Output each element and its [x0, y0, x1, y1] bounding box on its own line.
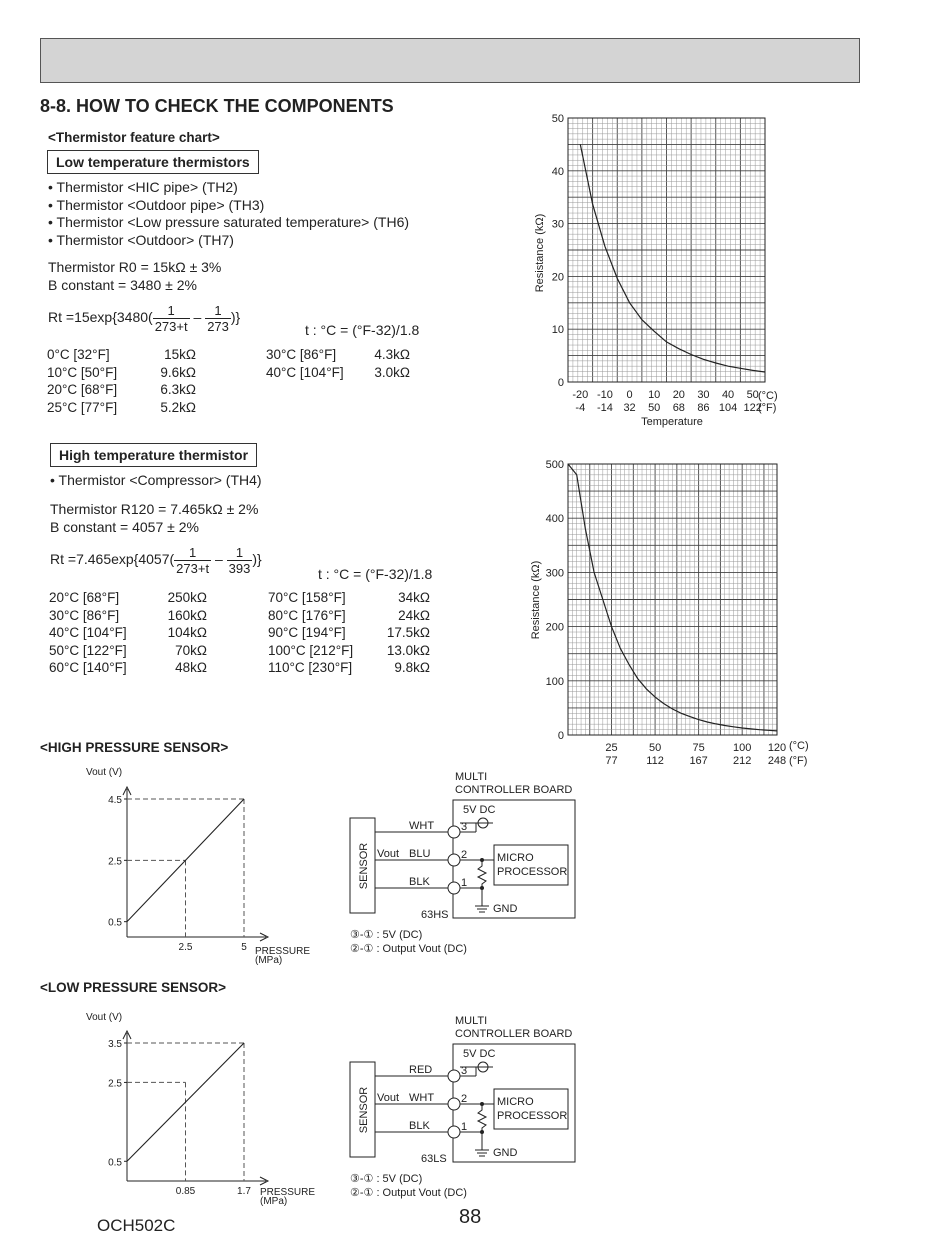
note: ③-① : 5V (DC) — [350, 929, 423, 941]
x-axis-label: PRESSURE — [255, 946, 311, 957]
high-pressure-chart — [80, 765, 330, 970]
x-tick-label: 40 — [721, 389, 735, 401]
micro-label: PROCESSOR — [497, 1110, 568, 1122]
y-tick-label: 300 — [545, 567, 564, 580]
micro-label: MICRO — [497, 1096, 534, 1108]
note: ③-① : 5V (DC) — [350, 1173, 423, 1185]
table-row: 20°C [68°F] 6.3kΩ — [47, 382, 196, 398]
pin-number: 1 — [461, 877, 468, 889]
wire-label: BLU — [409, 848, 431, 860]
pin-number: 1 — [461, 1121, 468, 1133]
board-label: CONTROLLER BOARD — [455, 784, 573, 796]
y-tick-label: 500 — [545, 459, 564, 471]
table-row: 110°C [230°F] 9.8kΩ — [268, 660, 430, 676]
x-tick-label: 68 — [672, 402, 685, 414]
wire-label: BLK — [409, 876, 430, 888]
x-tick-label: 20 — [672, 389, 685, 401]
formula-suffix: )} — [252, 551, 262, 568]
x-unit-f: (°F) — [758, 402, 777, 414]
y-tick-label: 0.5 — [108, 917, 122, 929]
table-row: 20°C [68°F] 250kΩ — [49, 590, 207, 606]
low-bullet: • Thermistor <Outdoor> (TH7) — [48, 231, 234, 248]
high-specs — [50, 501, 258, 536]
y-tick-label: 0 — [557, 377, 564, 389]
vout-label: Vout — [377, 848, 400, 860]
x-unit: (MPa) — [255, 955, 283, 966]
low-bullets — [48, 179, 409, 249]
high-t-note: t : °C = (°F-32)/1.8 — [318, 566, 433, 582]
table-row: 90°C [194°F] 17.5kΩ — [268, 625, 430, 641]
low-values-left — [47, 346, 196, 416]
x-tick-label: 120 — [767, 742, 787, 754]
x-unit: (MPa) — [260, 1196, 288, 1207]
high-formula — [50, 545, 262, 576]
high-pressure-circuit — [345, 768, 585, 963]
connector-pin — [448, 826, 460, 838]
x-tick-label: 112 — [646, 755, 664, 767]
x-unit-c: (°C) — [789, 740, 809, 752]
table-row: 40°C [104°F] 3.0kΩ — [266, 364, 410, 380]
low-thermistor-chart — [525, 105, 795, 435]
low-pressure-circuit — [345, 1012, 585, 1207]
x-tick-label: 104 — [718, 402, 738, 414]
pin-number: 2 — [461, 849, 468, 861]
table-row: 50°C [122°F] 70kΩ — [49, 642, 207, 658]
pulldown-resistor — [478, 860, 486, 906]
high-thermistor-box: High temperature thermistor — [50, 443, 257, 467]
x-tick-label: 86 — [697, 402, 710, 414]
x-tick-label: 50 — [746, 389, 759, 401]
board-label: CONTROLLER BOARD — [455, 1028, 573, 1040]
x-tick-label: 77 — [605, 755, 618, 767]
table-row: 25°C [77°F] 5.2kΩ — [47, 399, 196, 415]
x-tick-label: 25 — [605, 742, 618, 754]
low-pressure-chart — [80, 1008, 330, 1213]
doc-code: OCH502C — [97, 1216, 176, 1235]
connector-pin — [448, 1070, 460, 1082]
minus-sign: – — [193, 309, 202, 326]
connector-pin — [448, 882, 460, 894]
pulldown-resistor — [478, 1104, 486, 1150]
low-bullet: • Thermistor <Outdoor pipe> (TH3) — [48, 196, 265, 213]
micro-label: PROCESSOR — [497, 866, 568, 878]
x-tick-label: -20 — [572, 389, 589, 401]
low-thermistor-box: Low temperature thermistors — [47, 150, 259, 174]
board-label: MULTI — [455, 771, 488, 783]
high-thermistor-chart — [525, 455, 825, 775]
y-tick-label: 10 — [551, 324, 564, 337]
y-tick-label: 50 — [551, 113, 564, 125]
high-bullet: • Thermistor <Compressor> (TH4) — [50, 472, 262, 488]
supply-label: 5V DC — [463, 804, 496, 816]
low-bullet: • Thermistor <Low pressure saturated temperature> (TH6) — [48, 214, 410, 230]
low-values-right — [266, 346, 410, 381]
table-row: 60°C [140°F] 48kΩ — [49, 660, 207, 676]
x-tick-label: -4 — [575, 402, 586, 414]
x-tick-label: 75 — [692, 742, 705, 754]
x-tick-label: 122 — [743, 402, 762, 414]
formula-prefix: Rt =7.465exp{4057( — [50, 551, 175, 568]
y-tick-label: 0.5 — [108, 1157, 122, 1169]
table-row: 30°C [86°F] 160kΩ — [49, 607, 207, 623]
note: ②-① : Output Vout (DC) — [350, 943, 467, 955]
connector-pin — [448, 854, 460, 866]
y-axis-label: Vout (V) — [86, 1012, 123, 1023]
wire-label: WHT — [409, 1092, 435, 1104]
micro-label: MICRO — [497, 852, 534, 864]
x-unit-c: (°C) — [758, 390, 778, 402]
y-tick-label: 2.5 — [108, 856, 122, 868]
y-tick-label: 4.5 — [108, 795, 122, 806]
low-specs — [48, 259, 221, 294]
gnd-label: GND — [493, 1147, 518, 1159]
y-tick-label: 2.5 — [108, 1078, 122, 1090]
formula-suffix: )} — [230, 309, 241, 326]
connector-pin — [448, 1126, 460, 1138]
table-row: 100°C [212°F] 13.0kΩ — [268, 642, 430, 658]
x-tick-label: 167 — [689, 755, 708, 767]
fraction: $\frac{1}{273+t}$ — [154, 303, 188, 334]
wire-label: RED — [409, 1064, 433, 1076]
x-tick-label: 0 — [626, 389, 633, 401]
low-thermistor-curve — [580, 144, 765, 372]
low-r0: Thermistor R0 = 15kΩ ± 3% — [48, 259, 222, 275]
wire-label: WHT — [409, 820, 435, 832]
table-row: 30°C [86°F] 4.3kΩ — [266, 347, 410, 363]
x-tick-label: 10 — [648, 389, 661, 401]
x-tick-label: 2.5 — [178, 942, 193, 953]
x-tick-label: 50 — [648, 402, 661, 414]
y-tick-label: 3.5 — [108, 1039, 122, 1050]
high-values-left — [49, 589, 207, 677]
x-axis-label: Temperature — [641, 416, 703, 428]
x-tick-label: 1.7 — [237, 1186, 251, 1197]
x-tick-label: -14 — [596, 402, 613, 414]
high-b-constant: B constant = 4057 ± 2% — [50, 518, 199, 535]
high-r120: Thermistor R120 = 7.465kΩ ± 2% — [50, 501, 259, 517]
connector-pin — [448, 1098, 460, 1110]
table-row: 0°C [32°F] 15kΩ — [47, 347, 196, 363]
y-tick-label: 40 — [551, 165, 564, 178]
y-axis-label: Resistance (kΩ) — [530, 560, 542, 640]
table-row: 40°C [104°F] 104kΩ — [49, 625, 207, 641]
table-row: 80°C [176°F] 24kΩ — [268, 607, 430, 623]
x-tick-label: 100 — [732, 742, 752, 754]
x-tick-label: 32 — [623, 402, 636, 414]
x-tick-label: 248 — [767, 755, 787, 767]
fraction: $\frac{1}{273}$ — [207, 303, 229, 334]
formula-prefix: Rt =15exp{3480( — [48, 309, 153, 326]
sensor-label: SENSOR — [358, 842, 370, 890]
y-tick-label: 200 — [545, 621, 564, 634]
y-axis-label: Vout (V) — [86, 767, 123, 778]
table-row: 70°C [158°F] 34kΩ — [268, 590, 430, 606]
y-axis-label: Resistance (kΩ) — [534, 213, 546, 293]
fraction: $\frac{1}{393}$ — [228, 545, 251, 576]
low-pressure-title: <LOW PRESSURE SENSOR> — [40, 980, 227, 995]
pin-number: 2 — [461, 1093, 468, 1105]
page-number: 88 — [459, 1206, 482, 1228]
y-tick-label: 400 — [545, 513, 564, 526]
board-label: MULTI — [455, 1015, 488, 1027]
note: ②-① : Output Vout (DC) — [350, 1187, 467, 1199]
supply-label: 5V DC — [463, 1048, 496, 1060]
y-tick-label: 30 — [551, 218, 564, 231]
x-tick-label: 30 — [697, 389, 710, 401]
connector-label: 63HS — [421, 909, 449, 921]
table-row: 10°C [50°F] 9.6kΩ — [47, 364, 196, 380]
vout-line — [127, 1043, 244, 1161]
y-tick-label: 20 — [551, 271, 564, 284]
low-bullet: • Thermistor <HIC pipe> (TH2) — [48, 179, 238, 195]
y-tick-label: 0 — [557, 730, 564, 742]
feature-chart-title: <Thermistor feature chart> — [48, 130, 220, 145]
header-bar — [40, 38, 860, 83]
wire-label: BLK — [409, 1120, 430, 1132]
micro-processor-box — [494, 845, 568, 885]
pin-number: 3 — [461, 1065, 468, 1077]
fraction: $\frac{1}{273+t}$ — [176, 545, 210, 576]
low-formula — [48, 303, 240, 334]
section-title: 8-8. HOW TO CHECK THE COMPONENTS — [40, 96, 394, 116]
high-values-right — [268, 589, 430, 677]
x-tick-label: 0.85 — [175, 1186, 196, 1197]
high-pressure-title: <HIGH PRESSURE SENSOR> — [40, 740, 229, 755]
low-t-note: t : °C = (°F-32)/1.8 — [305, 322, 420, 338]
x-tick-label: -10 — [596, 389, 613, 401]
minus-sign: – — [214, 551, 223, 568]
sensor-label: SENSOR — [358, 1086, 370, 1134]
y-tick-label: 100 — [545, 675, 564, 688]
x-axis-label: PRESSURE — [260, 1187, 316, 1198]
x-tick-label: 50 — [648, 742, 662, 754]
pin-number: 3 — [461, 821, 468, 833]
x-tick-label: 212 — [732, 755, 752, 767]
vout-label: Vout — [377, 1092, 400, 1104]
connector-label: 63LS — [421, 1153, 447, 1165]
x-tick-label: 5 — [241, 942, 247, 953]
gnd-label: GND — [493, 903, 518, 915]
low-b-constant: B constant = 3480 ± 2% — [48, 276, 197, 293]
micro-processor-box — [494, 1089, 568, 1129]
x-unit-f: (°F) — [789, 755, 808, 767]
